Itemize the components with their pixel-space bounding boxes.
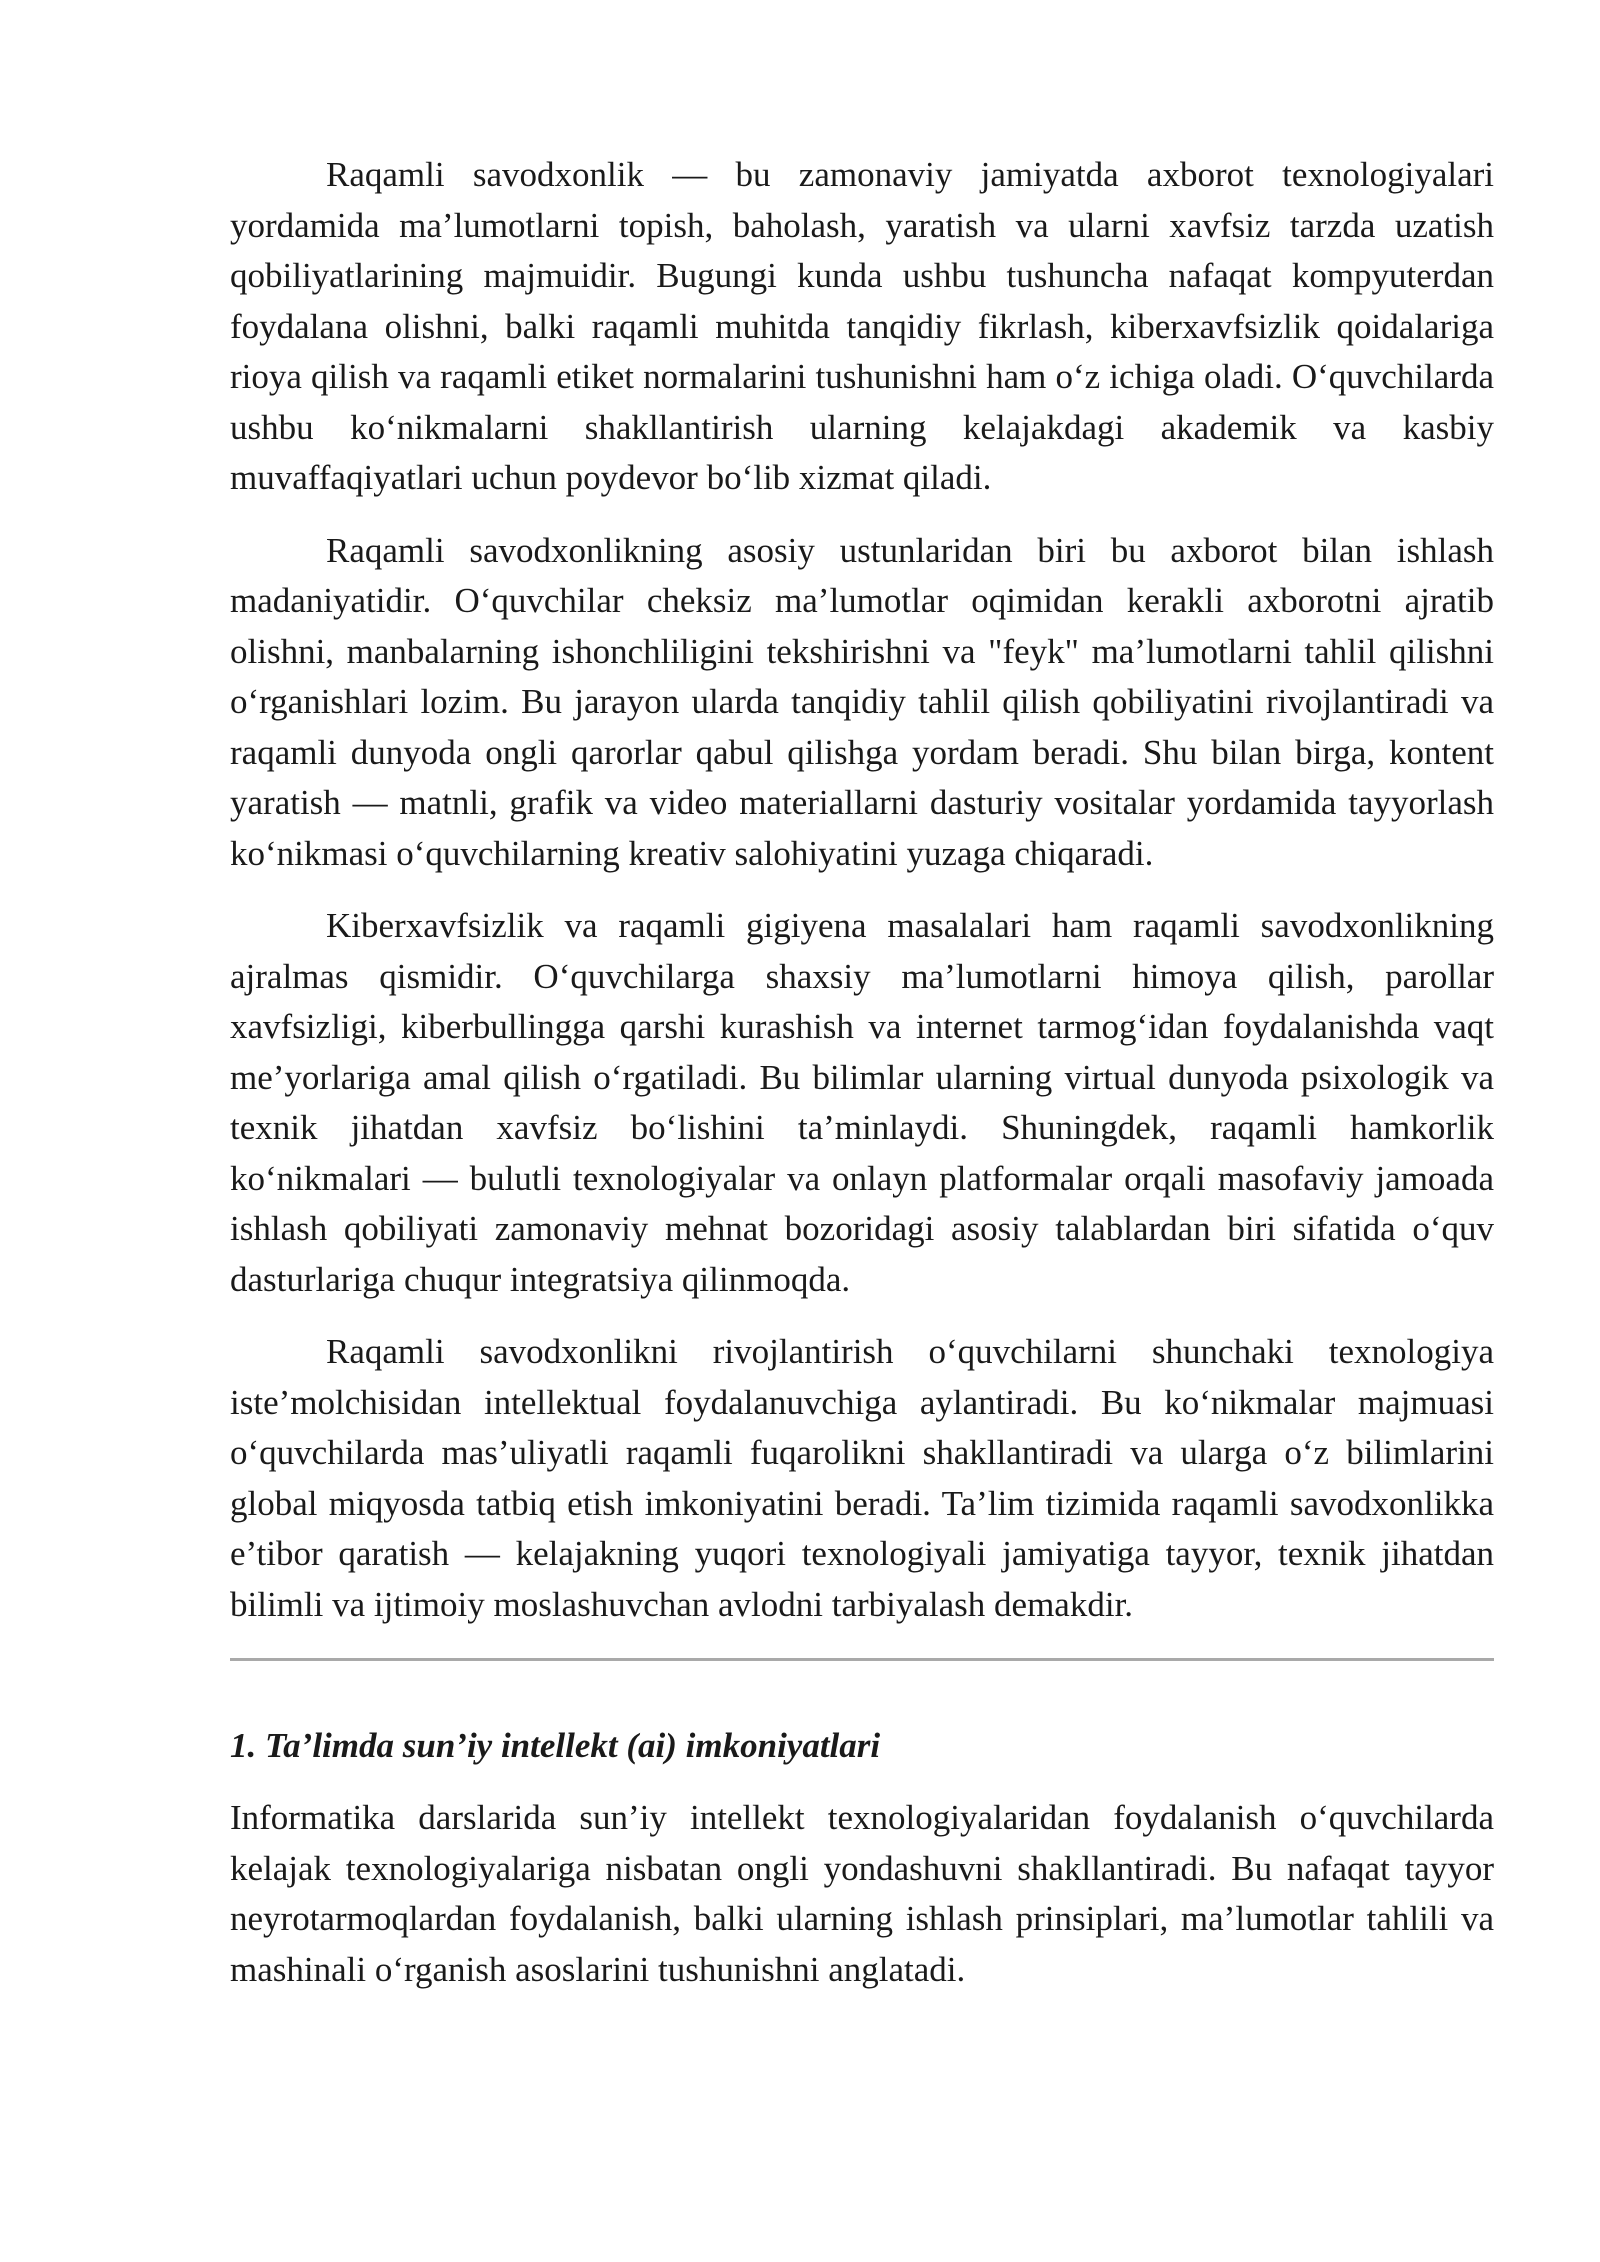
body-paragraph-3: Kiberxavfsizlik va raqamli gigiyena masalalari ham raqamli savodxonlikning ajralmas qismidir. O‘quvchilarga shaxsiy ma’lumotlarni himoya qilish, parollar xavfsizligi, kiberbullingga qarshi kurashish va internet tarmog‘idan foydalanishda vaqt me’yorlariga amal qilish o‘rgatiladi. Bu bilimlar ularning virtual dunyoda psixologik va texnik jihatdan xavfsiz bo‘lishini ta’minlaydi. Shuningdek, raqamli hamkorlik ko‘nikmalari — bulutli texnologiyalar va onlayn platformalar orqali masofaviy jamoada ishlash qobiliyati zamonaviy mehnat bozoridagi asosiy talablardan biri sifatida o‘quv dasturlariga chuqur integratsiya qilinmoqda.	[230, 906, 1494, 1299]
document-page	[230, 150, 1494, 2017]
section-paragraph: Informatika darslarida sun’iy intellekt texnologiyalaridan foydalanish o‘quvchilarda kelajak texnologiyalariga nisbatan ongli yondashuvni shakllantiradi. Bu nafaqat tayyor neyrotarmoqlardan foydalanish, balki ularning ishlash prinsiplari, ma’lumotlar tahlili va mashinali o‘rganish asoslarini tushunishni anglatadi.	[230, 1798, 1494, 1989]
body-paragraph-4: Raqamli savodxonlikni rivojlantirish o‘quvchilarni shunchaki texnologiya iste’molchisidan intellektual foydalanuvchiga aylantiradi. Bu ko‘nikmalar majmuasi o‘quvchilarda mas’uliyatli raqamli fuqarolikni shakllantiradi va ularga o‘z bilimlarini global miqyosda tatbiq etish imkoniyatini beradi. Ta’lim tizimida raqamli savodxonlikka e’tibor qaratish — kelajakning yuqori texnologiyali jamiyatiga tayyor, texnik jihatdan bilimli va ijtimoiy moslashuvchan avlodni tarbiyalash demakdir.	[230, 1332, 1494, 1624]
section-divider	[230, 1658, 1494, 1661]
section-heading: 1. Ta’limda sun’iy intellekt (ai) imkoniyatlari	[230, 1726, 881, 1765]
body-paragraph-1: Raqamli savodxonlik — bu zamonaviy jamiyatda axborot texnologiyalari yordamida ma’lumotlarni topish, baholash, yaratish va ularni xavfsiz tarzda uzatish qobiliyatlarining majmuidir. Bugungi kunda ushbu tushuncha nafaqat kompyuterdan foydalana olishni, balki raqamli muhitda tanqidiy fikrlash, kiberxavfsizlik qoidalariga rioya qilish va raqamli etiket normalarini tushunishni ham o‘z ichiga oladi. O‘quvchilarda ushbu ko‘nikmalarni shakllantirish ularning kelajakdagi akademik va kasbiy muvaffaqiyatlari uchun poydevor bo‘lib xizmat qiladi.	[230, 155, 1494, 497]
body-paragraph-2: Raqamli savodxonlikning asosiy ustunlaridan biri bu axborot bilan ishlash madaniyatidir. O‘quvchilar cheksiz ma’lumotlar oqimidan kerakli axborotni ajratib olishni, manbalarning ishonchliligini tekshirishni va "feyk" ma’lumotlarni tahlil qilishni o‘rganishlari lozim. Bu jarayon ularda tanqidiy tahlil qilish qobiliyatini rivojlantiradi va raqamli dunyoda ongli qarorlar qabul qilishga yordam beradi. Shu bilan birga, kontent yaratish — matnli, grafik va video materiallarni dasturiy vositalar yordamida tayyorlash ko‘nikmasi o‘quvchilarning kreativ salohiyatini yuzaga chiqaradi.	[230, 530, 1494, 873]
